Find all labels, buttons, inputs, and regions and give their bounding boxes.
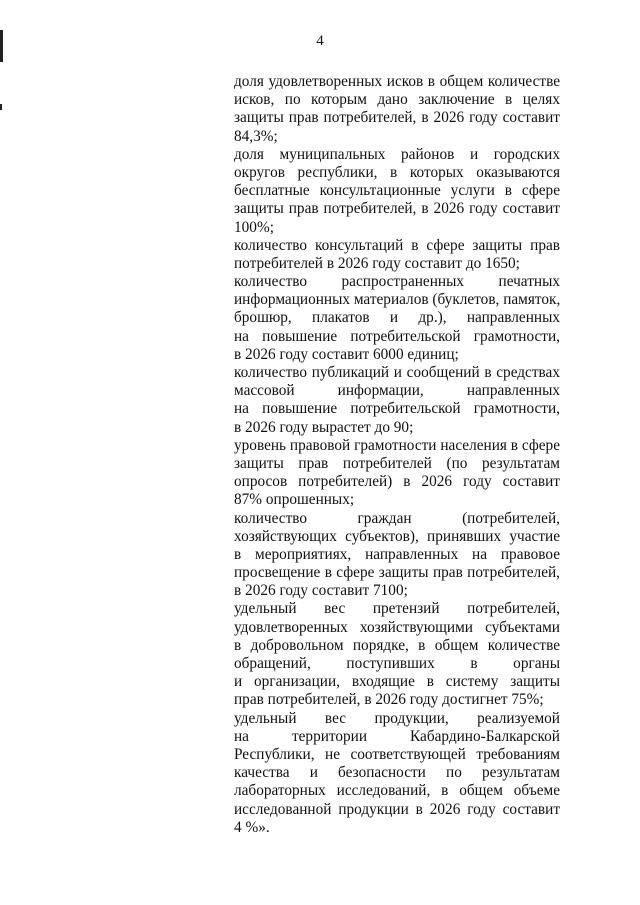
text-line: исков, по которым дано заключение в целях — [234, 91, 560, 109]
text-line: защиты прав потребителей (по результатам — [234, 454, 560, 472]
text-line: доля удовлетворенных исков в общем количестве — [234, 73, 560, 90]
text-line: в 2026 году составит 7100; — [234, 582, 408, 600]
text-line: 4 %». — [234, 818, 270, 836]
text-line: в 2026 году вырастет до 90; — [234, 418, 414, 436]
text-line: на повышение потребительской грамотности, — [234, 327, 560, 345]
text-line: прав потребителей, в 2026 году достигнет 75%; — [234, 691, 544, 709]
text-line: в 2026 году составит 6000 единиц; — [234, 345, 459, 363]
text-line: 84,3%; — [234, 127, 278, 145]
text-line: исследованной продукции в 2026 году составит — [234, 800, 560, 818]
document-body — [234, 73, 560, 837]
text-line: защиты прав потребителей, в 2026 году составит — [234, 200, 560, 218]
text-line: массовой информации, направленных — [234, 382, 560, 400]
page-number: 4 — [316, 33, 324, 49]
text-line: доля муниципальных районов и городских — [234, 145, 560, 163]
text-line: на территории Кабардино-Балкарской — [234, 727, 560, 745]
text-line: просвещение в сфере защиты прав потребителей, — [234, 564, 560, 582]
text-line: Республики, не соответствующей требованиям — [234, 745, 560, 763]
text-line: брошюр, плакатов и др.), направленных — [234, 309, 560, 327]
text-line: в добровольном порядке, в общем количестве — [234, 636, 560, 654]
text-line: количество публикаций и сообщений в средствах — [234, 364, 560, 381]
text-line: опросов потребителей) в 2026 году составит — [234, 473, 560, 491]
text-line: удовлетворенных хозяйствующими субъектами — [234, 618, 560, 636]
text-line: защиты прав потребителей, в 2026 году составит — [234, 109, 560, 127]
text-line: лабораторных исследований, в общем объеме — [234, 782, 560, 800]
text-line: бесплатные консультационные услуги в сфере — [234, 182, 560, 200]
text-line: уровень правовой грамотности населения в сфере — [234, 436, 560, 454]
text-line: хозяйствующих субъектов), принявших участие — [234, 527, 560, 545]
text-line: качества и безопасности по результатам — [234, 764, 560, 782]
text-line: округов республики, в которых оказываются — [234, 163, 560, 181]
text-line: количество консультаций в сфере защиты прав — [234, 236, 560, 254]
text-line: на повышение потребительской грамотности, — [234, 400, 560, 418]
text-line: 100%; — [234, 218, 274, 236]
scan-edge-mark — [0, 104, 2, 110]
text-line: потребителей в 2026 году составит до 1650; — [234, 254, 520, 272]
text-line: информационных материалов (буклетов, памяток, — [234, 291, 561, 309]
text-line: удельный вес претензий потребителей, — [234, 600, 560, 618]
text-line: в мероприятиях, направленных на правовое — [234, 545, 560, 563]
text-line: количество распространенных печатных — [234, 273, 560, 291]
text-line: обращений, поступивших в органы — [234, 655, 560, 672]
text-line: количество граждан (потребителей, — [234, 509, 560, 527]
text-line: удельный вес продукции, реализуемой — [234, 709, 560, 727]
text-line: и организации, входящие в систему защиты — [234, 673, 560, 691]
text-line: 87% опрошенных; — [234, 491, 355, 509]
